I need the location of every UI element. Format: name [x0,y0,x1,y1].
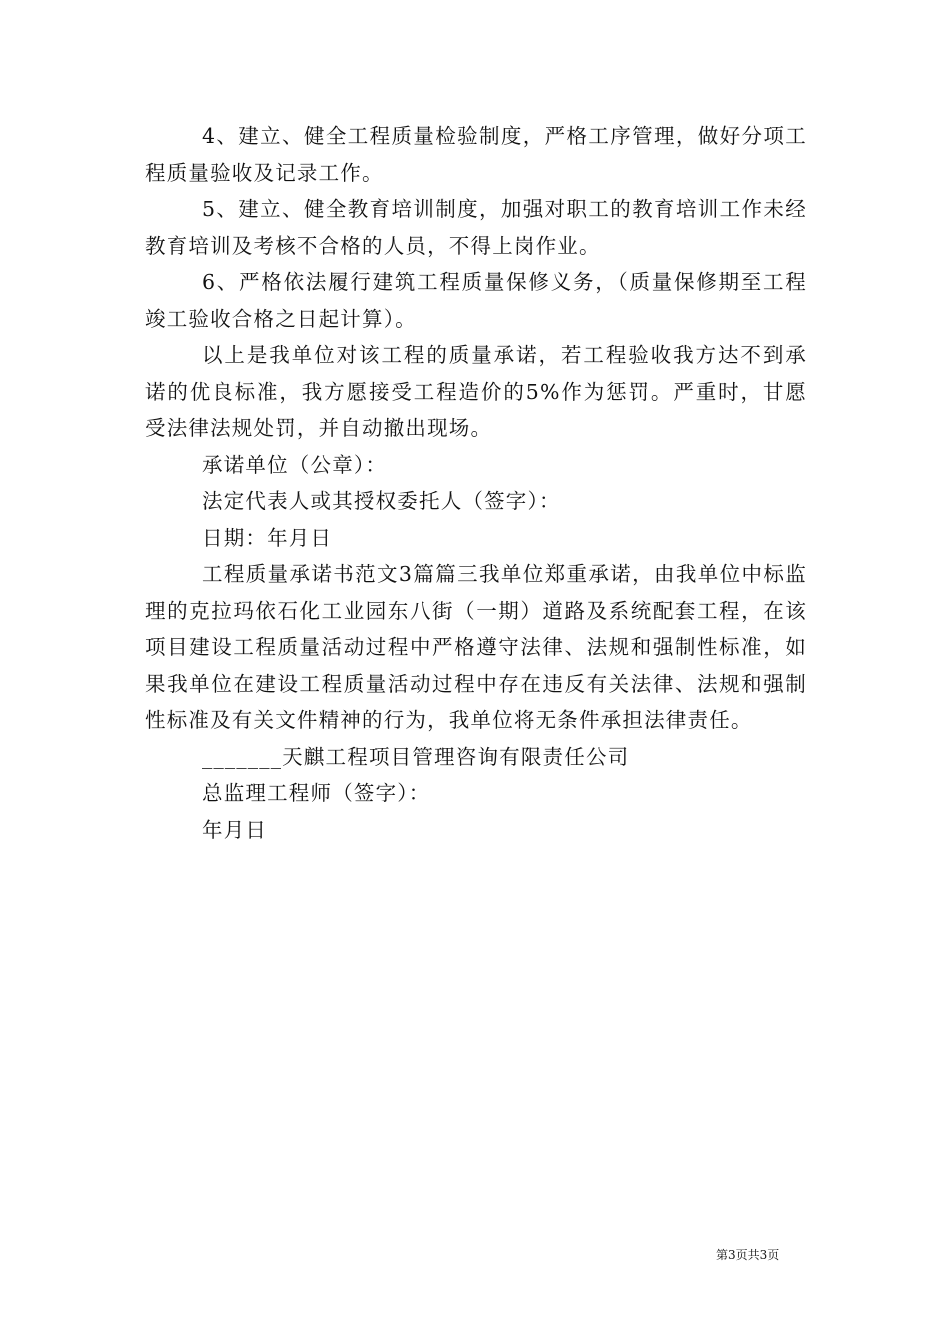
paragraph-sample-three: 工程质量承诺书范文3篇篇三我单位郑重承诺，由我单位中标监理的克拉玛依石化工业园东八街（一期）道路及系统配套工程，在该项目建设工程质量活动过程中严格遵守法律、法规和强制性标准，如果我单位在建设工程质量活动过程中存在违反有关法律、法规和强制性标准及有关文件精神的行为，我单位将无条件承担法律责任。 [145,562,807,732]
signature-legal-representative: 法定代表人或其授权委托人（签字）： [202,489,561,513]
document-body [145,118,807,848]
signature-company: _______天麒工程项目管理咨询有限责任公司 [202,744,630,769]
signature-date: 日期：年月日 [202,525,333,550]
paragraph-item-5: 5、建立、健全教育培训制度，加强对职工的教育培训工作未经教育培训及考核不合格的人员，不得上岗作业。 [145,197,807,258]
paragraph-item-6: 6、严格依法履行建筑工程质量保修义务，（质量保修期至工程竣工验收合格之日起计算）。 [145,270,807,331]
paragraph-item-4: 4、建立、健全工程质量检验制度，严格工序管理，做好分项工程质量验收及记录工作。 [145,124,807,185]
signature-unit-seal: 承诺单位（公章）： [202,452,388,477]
paragraph-commitment-summary: 以上是我单位对该工程的质量承诺，若工程验收我方达不到承诺的优良标准，我方愿接受工程造价的5%作为惩罚。严重时，甘愿受法律法规处罚，并自动撤出现场。 [145,343,807,440]
page-number: 第3页共3页 [716,1248,780,1262]
signature-final-date: 年月日 [202,817,268,842]
signature-chief-engineer: 总监理工程师（签字）： [202,781,431,805]
